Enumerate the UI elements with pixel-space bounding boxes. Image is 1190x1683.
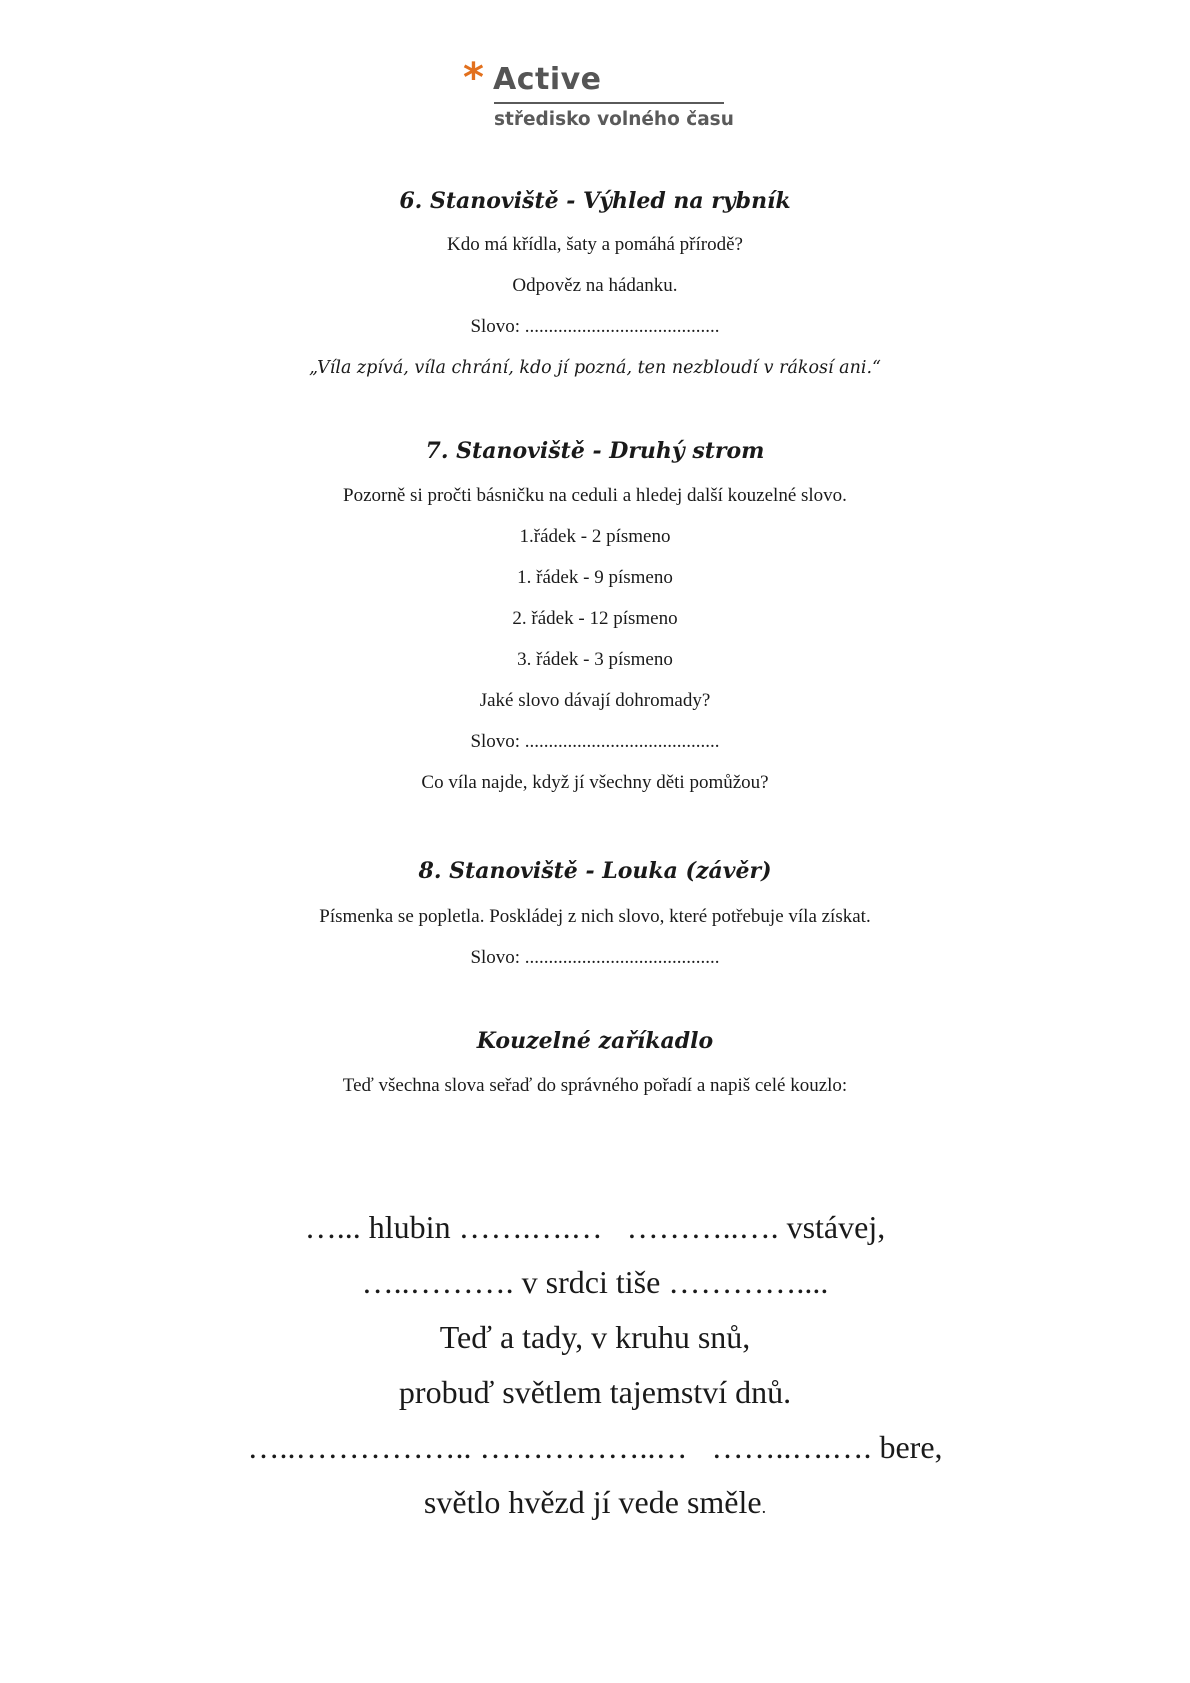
station6-heading: 6. Stanoviště - Výhled na rybník	[399, 188, 791, 214]
logo-divider	[494, 102, 724, 104]
spell-line-6	[0, 1482, 1190, 1527]
spell-line-2: …..………. v srdci tiše …………....	[361, 1264, 829, 1300]
station7-letter-4: 3. řádek - 3 písmeno	[517, 649, 673, 670]
asterisk-icon: *	[463, 55, 484, 101]
station8-heading: 8. Stanoviště - Louka (závěr)	[418, 858, 772, 884]
spell-line-3: Teď a tady, v kruhu snů,	[439, 1319, 751, 1355]
station6-instruction: Odpověz na hádanku.	[512, 275, 678, 296]
logo-subtitle: středisko volného času	[494, 109, 734, 130]
station7-letter-1: 1.řádek - 2 písmeno	[519, 526, 671, 547]
spell-line-6-text: světlo hvězd jí vede směle	[423, 1484, 762, 1520]
station7-heading: 7. Stanoviště - Druhý strom	[425, 438, 765, 464]
station7-letter-3: 2. řádek - 12 písmeno	[512, 608, 678, 629]
station7-instruction: Pozorně si pročti básničku na ceduli a hledej další kouzelné slovo.	[343, 485, 847, 506]
logo	[463, 55, 734, 134]
spell-line-6-end: .	[761, 1497, 767, 1517]
spell-line-1: …... hlubin …….….… ………..…. vstávej,	[304, 1209, 886, 1245]
station7-word-line: Slovo: .........................................	[470, 731, 720, 752]
station7-letter-2: 1. řádek - 9 písmeno	[517, 567, 673, 588]
station6-word-line: Slovo: .........................................	[470, 316, 720, 337]
station7-question: Jaké slovo dávají dohromady?	[479, 690, 711, 711]
spell-instruction: Teď všechna slova seřaď do správného pořadí a napiš celé kouzlo:	[342, 1075, 848, 1096]
station8-instruction: Písmenka se popletla. Poskládej z nich slovo, které potřebuje víla získat.	[319, 906, 871, 927]
station6-quote: „Víla zpívá, víla chrání, kdo jí pozná, ten nezbloudí v rákosí ani.“	[309, 358, 881, 378]
spell-line-5: …..…………….. ……………..… ……..….…. bere,	[247, 1429, 943, 1465]
spell-line-4: probuď světlem tajemství dnů.	[398, 1374, 792, 1410]
logo-title: Active	[493, 62, 602, 97]
station8-word-line: Slovo: .........................................	[470, 947, 720, 968]
station7-followup: Co víla najde, když jí všechny děti pomůžou?	[421, 772, 769, 793]
spell-heading: Kouzelné zaříkadlo	[476, 1028, 714, 1054]
station6-riddle: Kdo má křídla, šaty a pomáhá přírodě?	[447, 234, 743, 255]
